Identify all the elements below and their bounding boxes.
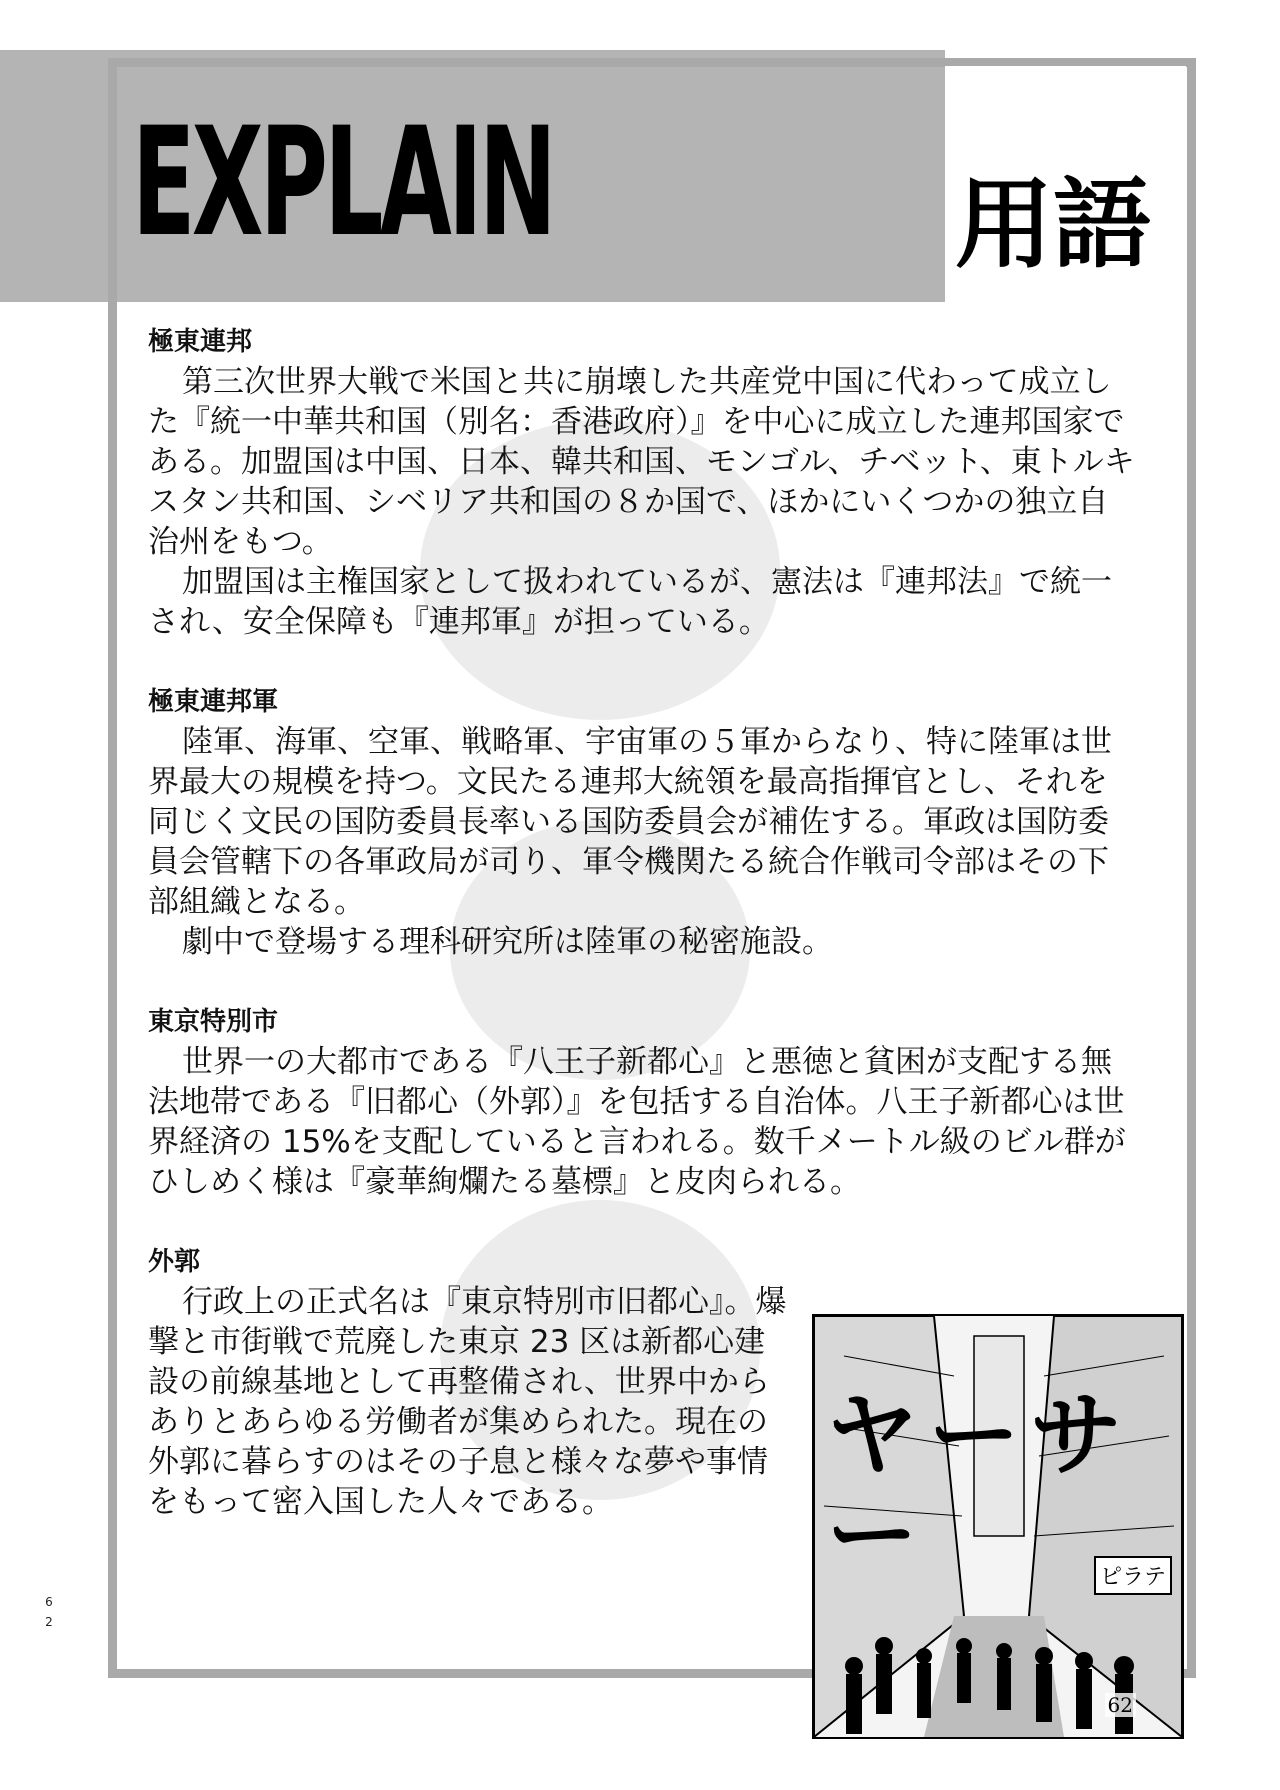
- section-label: 用語: [955, 168, 1152, 282]
- section-title: 極東連邦: [148, 327, 253, 357]
- section-paragraph: 第三次世界大戦で米国と共に崩壊した共産党中国に代わって成立した『統一中華共和国（別名：香港政府）』を中心に成立した連邦国家である。加盟国は中国、日本、韓共和国、モンゴル、チベット、東トルキスタン共和国、シベリア共和国の８か国で、ほかにいくつかの独立自治州をもつ。: [148, 364, 1135, 560]
- section-title: 東京特別市: [148, 1007, 279, 1037]
- section-paragraph: 世界一の大都市である『八王子新都心』と悪徳と貧困が支配する無法地帯である『旧都心（外郭）』を包括する自治体。八王子新都心は世界経済の 15%を支配していると言われる。数千メートル級のビル群がひしめく様は『豪華絢爛たる墓標』と皮肉られる。: [148, 1044, 1126, 1200]
- section-title: 極東連邦軍: [148, 687, 279, 717]
- comic-sound-effect: ヤーサー: [826, 1382, 1133, 1589]
- glossary-section: [148, 322, 1138, 642]
- glossary-section: [148, 1002, 1138, 1202]
- section-title: 外郭: [148, 1247, 201, 1277]
- comic-panel: [812, 1314, 1184, 1739]
- section-paragraph: 劇中で登場する理科研究所は陸軍の秘密施設。: [182, 924, 833, 960]
- page-title: EXPLAIN: [132, 96, 554, 270]
- section-paragraph: 加盟国は主権国家として扱われているが、憲法は『連邦法』で統一され、安全保障も『連邦軍』が担っている。: [148, 564, 1112, 640]
- section-paragraph: 陸軍、海軍、空軍、戦略軍、宇宙軍の５軍からなり、特に陸軍は世界最大の規模を持つ。文民たる連邦大統領を最高指揮官とし、それを同じく文民の国防委員長率いる国防委員会が補佐する。軍政は国防委員会管轄下の各軍政局が司り、軍令機関たる統合作戦司令部はその下部組織となる。: [148, 724, 1112, 920]
- page-number: 62: [45, 1595, 53, 1629]
- glossary-section: [148, 682, 1138, 962]
- comic-page-number: 62: [1105, 1693, 1136, 1717]
- comic-shop-sign: ピラテ: [1094, 1556, 1172, 1595]
- section-paragraph: 行政上の正式名は『東京特別市旧都心』。爆撃と市街戦で荒廃した東京 23 区は新都心建設の前線基地として再整備され、世界中からありとあらゆる労働者が集められた。現在の外郭に暮らすのはその子息と様々な夢や事情をもって密入国した人々である。: [148, 1284, 787, 1520]
